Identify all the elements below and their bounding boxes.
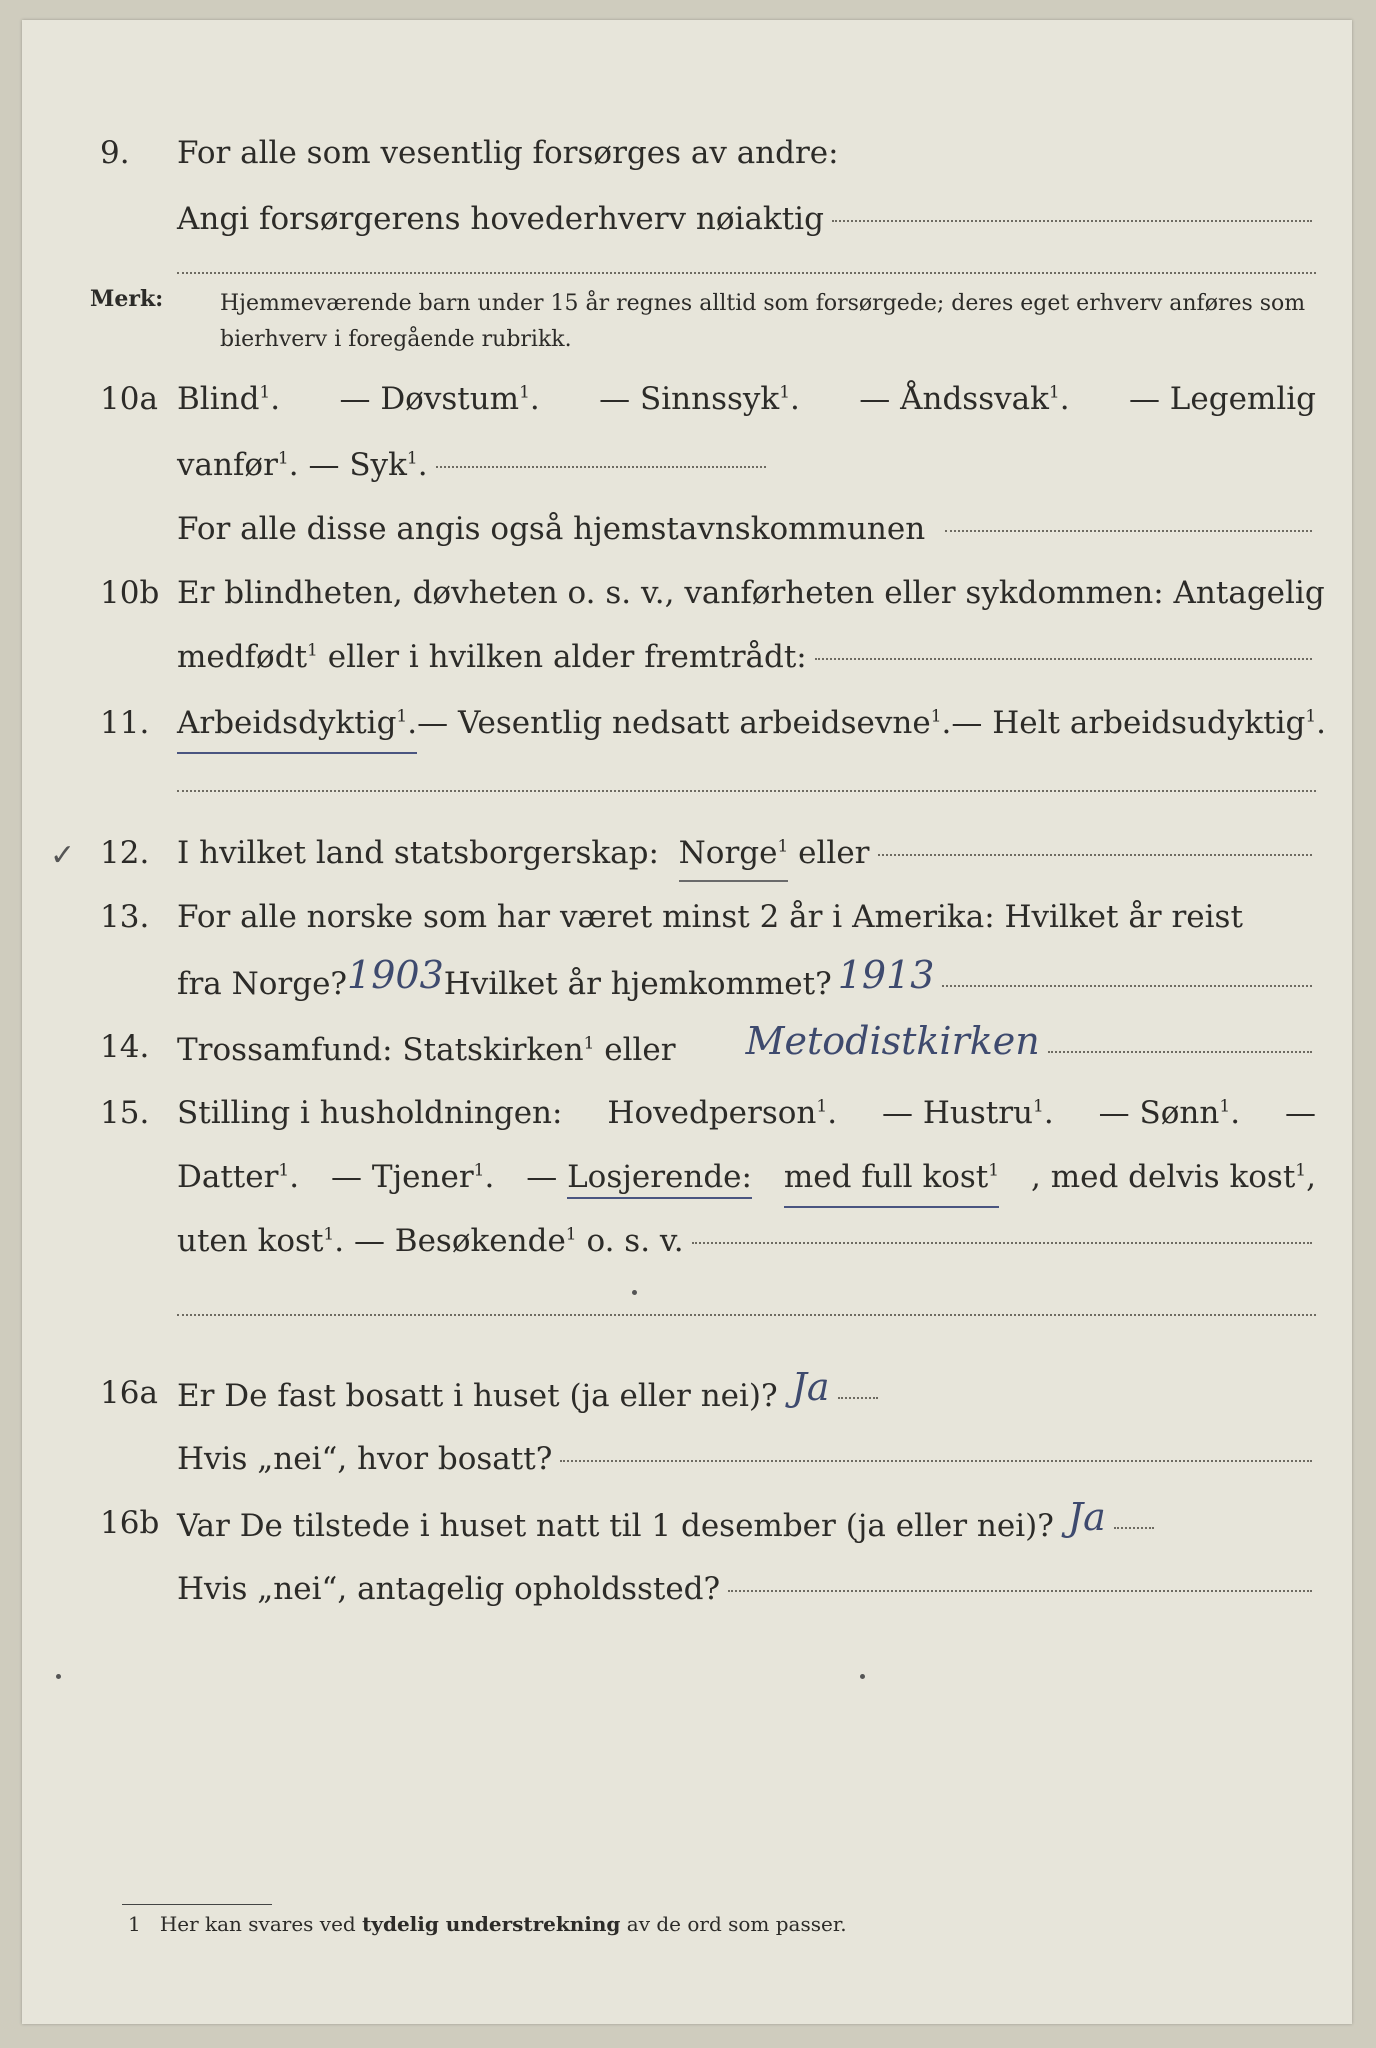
- q15-option-hustru-label: — Hustru: [882, 1095, 1034, 1131]
- ink-speck: [632, 1290, 637, 1295]
- q10a-number: 10a: [100, 381, 158, 417]
- check-mark-icon: ✓: [50, 838, 76, 873]
- q10a-option-blind[interactable]: Blind$^1$.: [177, 381, 281, 417]
- footnote: [128, 1912, 847, 1936]
- q10a-option-andssvak[interactable]: — Åndssvak$^1$.: [859, 381, 1070, 417]
- q9-line1: [22, 126, 1352, 180]
- q11-option-nedsatt[interactable]: — Vesentlig nedsatt arbeidsevne$^1$.: [417, 705, 952, 741]
- footnote-ref: 1: [323, 1224, 335, 1245]
- q10b-number: 10b: [100, 575, 160, 611]
- q16a-text-2: Hvis „nei“, hvor bosatt?: [177, 1441, 553, 1477]
- q15-option-hovedperson[interactable]: Hovedperson$^1$.: [607, 1095, 838, 1131]
- q15-line2: [22, 1150, 1352, 1204]
- q16b-number: 16b: [100, 1505, 160, 1541]
- q15-option-delvis-kost-label: , med delvis kost: [1031, 1159, 1296, 1195]
- q14-option-statskirken-label: Trossamfund: Statskirken: [177, 1032, 584, 1068]
- q15-option-tjener[interactable]: — Tjener$^1$.: [331, 1159, 495, 1195]
- q15-option-full-kost[interactable]: [784, 1150, 999, 1208]
- q13-hjem-field[interactable]: [942, 985, 1312, 987]
- q10b-text: Er blindheten, døvheten o. s. v., vanførheten eller sykdommen: Antagelig: [177, 575, 1325, 611]
- q15-answer-field[interactable]: [177, 1314, 1316, 1316]
- q15-dash-2: —: [526, 1159, 568, 1195]
- footnote-ref: 1: [1305, 706, 1317, 727]
- q15-option-uten-kost-label: uten kost: [177, 1223, 324, 1259]
- q12-option-norge[interactable]: [679, 826, 789, 882]
- ink-speck: [56, 1674, 61, 1679]
- q13-text-hjem: Hvilket år hjemkommet?: [443, 966, 832, 1002]
- q13-number: 13.: [100, 899, 150, 935]
- q15-option-besokende[interactable]: [354, 1214, 587, 1268]
- footnote-ref: 1: [277, 448, 289, 469]
- footnote-ref: 1: [816, 1096, 828, 1117]
- q10b-text-2: eller i hvilken alder fremtrådt:: [327, 639, 807, 675]
- q10b-line2: [22, 630, 1352, 684]
- q10a-option-syk-label: — Syk: [308, 447, 407, 483]
- q15-text-osv: o. s. v.: [586, 1223, 684, 1259]
- q12-land-field[interactable]: [878, 854, 1313, 856]
- q10a-option-syk[interactable]: — Syk$^1$.: [308, 447, 428, 483]
- q11-option-udyktig-label: — Helt arbeidsudyktig: [951, 705, 1306, 741]
- q10b-option-medfodt-label: medfødt: [177, 639, 308, 675]
- q10a-option-dovstum[interactable]: — Døvstum$^1$.: [339, 381, 540, 417]
- q14-text-eller: eller: [604, 1032, 676, 1068]
- q10a-syk-field[interactable]: [436, 466, 766, 468]
- q9-answer-field[interactable]: [832, 220, 1312, 222]
- merk-text: Hjemmeværende barn under 15 år regnes alltid som forsørgede; deres eget erhverv anføres som bierhverv i foregående rubrikk.: [220, 291, 1306, 352]
- footnote-ref: 1: [473, 1160, 485, 1181]
- q11-number: 11.: [100, 705, 150, 741]
- q16b-answer[interactable]: Ja: [1067, 1495, 1106, 1539]
- q13-line1: [22, 890, 1352, 944]
- footnote-ref: 1: [406, 448, 418, 469]
- q15-option-delvis-kost[interactable]: [1031, 1150, 1316, 1204]
- q15-line1: [22, 1086, 1352, 1140]
- footnote-ref: 1: [396, 706, 408, 727]
- q16b-text: Var De tilstede i huset natt til 1 desember (ja eller nei)?: [177, 1508, 1054, 1544]
- q15-option-hovedperson-label: Hovedperson: [607, 1095, 817, 1131]
- q10a-option-andssvak-label: — Åndssvak: [859, 381, 1049, 417]
- q13-line2: [22, 954, 1352, 1008]
- q15-option-sonn-label: — Sønn: [1098, 1095, 1220, 1131]
- q10b-line1: [22, 566, 1352, 620]
- q15-option-tjener-label: — Tjener: [331, 1159, 474, 1195]
- q15-option-hustru[interactable]: — Hustru$^1$.: [882, 1095, 1054, 1131]
- q14-number: 14.: [100, 1029, 150, 1065]
- footnote-ref: 1: [583, 1033, 595, 1054]
- q10b-option-medfodt[interactable]: [177, 630, 328, 684]
- q12-number: 12.: [100, 835, 150, 871]
- q10a-hjemstavn-field[interactable]: [945, 530, 1312, 532]
- q15-option-uten-kost[interactable]: uten kost$^1$.: [177, 1223, 354, 1259]
- q12-option-norge-label: Norge: [678, 835, 778, 871]
- footnote-ref: 1: [930, 706, 942, 727]
- footnote-text-c: av de ord som passer.: [626, 1912, 847, 1936]
- footnote-ref: 1: [1295, 1160, 1307, 1181]
- q10a-option-sinnssyk-label: — Sinnssyk: [599, 381, 780, 417]
- q16a-text: Er De fast bosatt i huset (ja eller nei)?: [177, 1378, 778, 1414]
- q10a-option-sinnssyk[interactable]: — Sinnssyk$^1$.: [599, 381, 800, 417]
- q15-option-datter-label: Datter: [177, 1159, 279, 1195]
- q16b-opholdssted-field[interactable]: [728, 1590, 1312, 1592]
- ink-speck: [860, 1674, 865, 1679]
- q15-dash: —: [1285, 1095, 1316, 1131]
- q10a-line1: [22, 372, 1352, 426]
- q16b-line2: [22, 1562, 1352, 1616]
- footnote-mark: 1: [128, 1912, 141, 1936]
- q10a-option-vanfor-label: vanfør: [177, 447, 278, 483]
- footnote-ref: 1: [777, 836, 789, 857]
- q15-text: Stilling i husholdningen:: [177, 1095, 563, 1131]
- footnote-ref: 1: [1048, 382, 1060, 403]
- q9-text-2: Angi forsørgerens hovederhverv nøiaktig: [177, 201, 824, 237]
- q14-answer[interactable]: Metodistkirken: [745, 1019, 1040, 1063]
- q10a-option-dovstum-label: — Døvstum: [339, 381, 520, 417]
- footnote-ref: 1: [1033, 1096, 1044, 1117]
- q9-answer-field-2[interactable]: [177, 272, 1316, 274]
- q16b-text-2: Hvis „nei“, antagelig opholdssted?: [177, 1571, 721, 1607]
- q14-option-statskirken[interactable]: [177, 1023, 604, 1077]
- q15-number: 15.: [100, 1095, 150, 1131]
- q10a-line3: [22, 502, 1352, 556]
- q16a-bosatt-field[interactable]: [560, 1460, 1312, 1462]
- q15-option-sonn[interactable]: — Sønn$^1$.: [1098, 1095, 1241, 1131]
- q16b-line1: [22, 1496, 1352, 1550]
- q9-text: For alle som vesentlig forsørges av andre:: [177, 135, 839, 171]
- footnote-ref: 1: [565, 1224, 577, 1245]
- q10a-option-legemlig[interactable]: — Legemlig: [1128, 381, 1316, 417]
- footnote-ref: 1: [307, 640, 318, 661]
- footnote-ref: 1: [259, 382, 271, 403]
- merk-label: Merk:: [90, 286, 164, 312]
- q13-answer-hjem[interactable]: 1913: [837, 953, 935, 997]
- q11-option-udyktig[interactable]: — Helt arbeidsudyktig$^1$.: [951, 705, 1327, 741]
- q11-option-arbeidsdyktig[interactable]: Arbeidsdyktig$^1$.: [177, 696, 417, 754]
- footnote-rule: [122, 1904, 272, 1905]
- q16b-field[interactable]: [1114, 1527, 1154, 1529]
- q10a-hjemstavn-text: For alle disse angis også hjemstavnskommunen: [177, 511, 926, 547]
- q10b-alder-field[interactable]: [815, 658, 1312, 660]
- q16a-number: 16a: [100, 1375, 158, 1411]
- q15-field[interactable]: [692, 1242, 1312, 1244]
- q12-text: I hvilket land statsborgerskap:: [177, 835, 659, 871]
- footnote-ref: 1: [779, 382, 791, 403]
- q13-text: For alle norske som har været minst 2 år i Amerika: Hvilket år reist: [177, 899, 1243, 935]
- footnote-ref: 1: [988, 1160, 1000, 1181]
- q16a-field[interactable]: [838, 1397, 878, 1399]
- q14-field[interactable]: [1048, 1051, 1312, 1053]
- q16a-answer[interactable]: Ja: [791, 1365, 830, 1409]
- q15-option-datter[interactable]: Datter$^1$.: [177, 1159, 300, 1195]
- q10a-option-vanfor[interactable]: vanfør$^1$.: [177, 447, 309, 483]
- q15-option-full-kost-label: med full kost: [783, 1159, 989, 1195]
- q11-line: [22, 696, 1352, 750]
- footnote-text-b: tydelig understrekning: [362, 1912, 621, 1936]
- q15-comma: ,: [1306, 1159, 1316, 1195]
- q11-option-nedsatt-label: — Vesentlig nedsatt arbeidsevne: [417, 705, 931, 741]
- q10a-line2: [22, 438, 1352, 492]
- q15-option-losjerende[interactable]: Losjerende:: [567, 1159, 752, 1199]
- q15-option-besokende-label: — Besøkende: [353, 1223, 566, 1259]
- footnote-ref: 1: [1219, 1096, 1231, 1117]
- footnote-text-a: Her kan svares ved: [159, 1912, 356, 1936]
- q15-line3: [22, 1214, 1352, 1268]
- q10a-option-blind-label: Blind: [177, 381, 260, 417]
- q12-text-eller: eller: [798, 835, 870, 871]
- q14-line: [22, 1020, 1352, 1074]
- q11-option-arbeidsdyktig-label: Arbeidsdyktig: [177, 705, 397, 741]
- footnote-ref: 1: [278, 1160, 290, 1181]
- q9-number: 9.: [100, 135, 130, 171]
- q16a-line2: [22, 1432, 1352, 1486]
- census-form-page: [22, 20, 1352, 2024]
- q11-answer-field[interactable]: [177, 790, 1316, 792]
- q13-answer-reist[interactable]: 1903: [347, 953, 444, 997]
- footnote-ref: 1: [519, 382, 530, 403]
- q16a-line1: [22, 1366, 1352, 1420]
- q12-line: [22, 826, 1352, 880]
- q9-line2: [22, 192, 1352, 246]
- q13-text-reist: fra Norge?: [177, 966, 348, 1002]
